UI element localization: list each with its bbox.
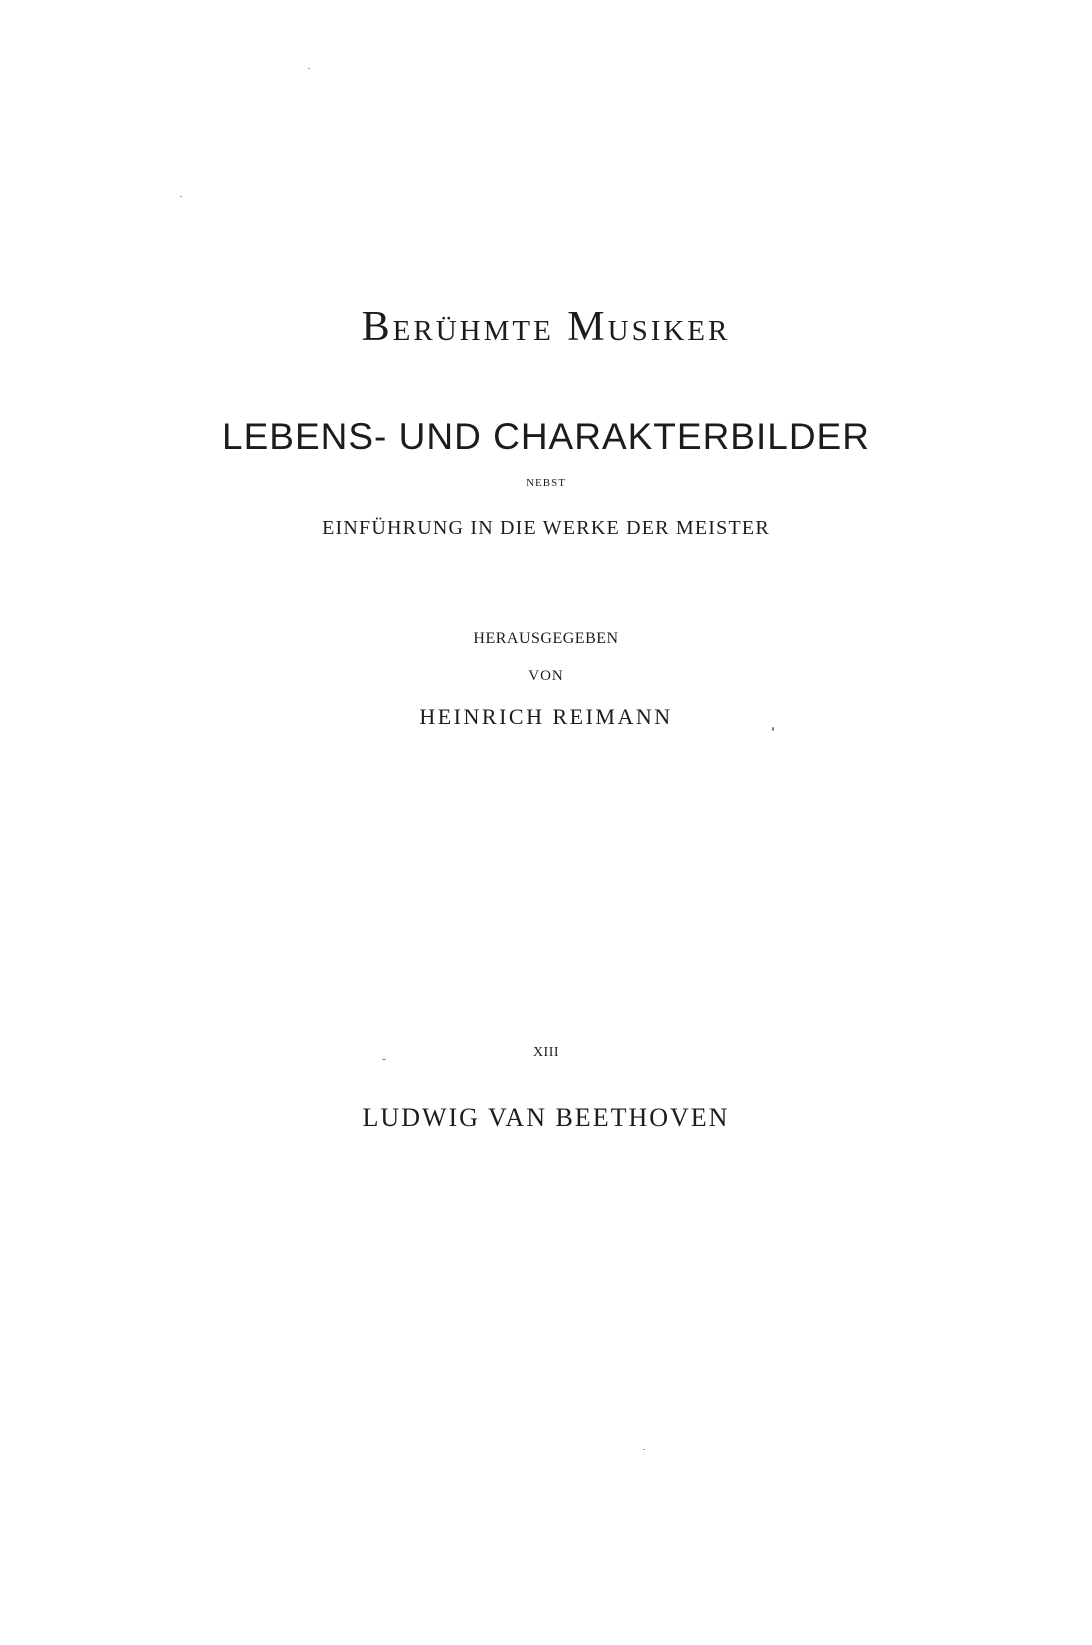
composer-name: LUDWIG VAN BEETHOVEN xyxy=(362,1103,730,1132)
editor-name: HEINRICH REIMANN xyxy=(419,704,673,729)
series-title: Berühmte Musiker xyxy=(361,304,731,350)
introduction-line: EINFÜHRUNG IN DIE WERKE DER MEISTER xyxy=(322,517,770,539)
scan-speck xyxy=(308,68,310,69)
von-label: VON xyxy=(528,668,564,684)
scan-speck xyxy=(643,1449,645,1450)
herausgegeben-label: HERAUSGEGEBEN xyxy=(473,630,619,647)
scan-speck xyxy=(772,727,774,731)
subtitle: LEBENS- UND CHARAKTERBILDER xyxy=(222,416,870,457)
scan-speck xyxy=(382,1059,386,1060)
nebst-label: NEBST xyxy=(526,477,566,489)
scan-speck xyxy=(180,196,182,197)
volume-number: XIII xyxy=(532,1045,560,1060)
